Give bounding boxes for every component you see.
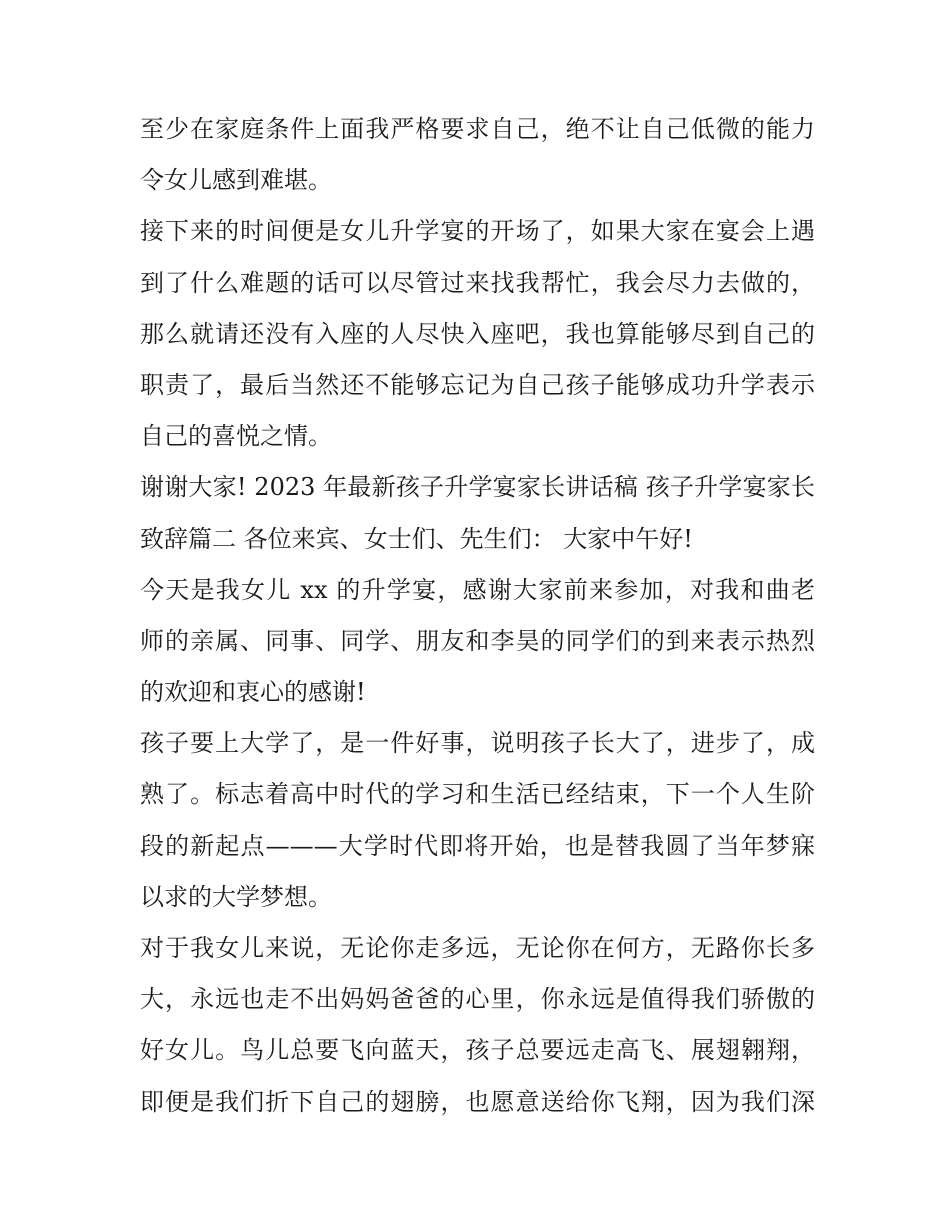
text-line: 孩子要上大学了，是一件好事，说明孩子长大了，进步了，成 <box>140 729 815 758</box>
text-line: 那么就请还没有入座的人尽快入座吧，我也算能够尽到自己的 <box>140 319 815 348</box>
text-line: 好女儿。鸟儿总要飞向蓝天，孩子总要远走高飞、展翅翱翔， <box>140 1036 815 1065</box>
text-line: 的欢迎和衷心的感谢! <box>140 678 366 707</box>
text-line: 自己的喜悦之情。 <box>140 422 332 451</box>
text-line: 谢谢大家! 2023 年最新孩子升学宴家长讲话稿 孩子升学宴家长 <box>140 473 815 502</box>
text-line: 以求的大学梦想。 <box>140 882 332 911</box>
text-line: 到了什么难题的话可以尽管过来找我帮忙，我会尽力去做的， <box>140 268 815 297</box>
text-line: 师的亲属、同事、同学、朋友和李昊的同学们的到来表示热烈 <box>140 626 815 655</box>
text-line: 致辞篇二 各位来宾、女士们、先生们： 大家中午好! <box>140 524 693 553</box>
text-line: 对于我女儿来说，无论你走多远，无论你在何方，无路你长多 <box>140 934 815 962</box>
document-body <box>140 104 815 1128</box>
text-line: 接下来的时间便是女儿升学宴的开场了，如果大家在宴会上遇 <box>140 217 815 246</box>
text-line: 段的新起点———大学时代即将开始，也是替我圆了当年梦寐 <box>140 831 815 860</box>
text-line: 令女儿感到难堪。 <box>140 166 332 195</box>
text-line: 大，永远也走不出妈妈爸爸的心里，你永远是值得我们骄傲的 <box>140 985 815 1014</box>
text-line: 即便是我们折下自己的翅膀，也愿意送给你飞翔，因为我们深 <box>140 1087 815 1116</box>
text-line: 熟了。标志着高中时代的学习和生活已经结束，下一个人生阶 <box>140 780 815 809</box>
text-line: 今天是我女儿 xx 的升学宴，感谢大家前来参加，对我和曲老 <box>140 575 815 604</box>
text-line: 至少在家庭条件上面我严格要求自己，绝不让自己低微的能力 <box>140 115 815 143</box>
text-line: 职责了，最后当然还不能够忘记为自己孩子能够成功升学表示 <box>140 370 815 399</box>
